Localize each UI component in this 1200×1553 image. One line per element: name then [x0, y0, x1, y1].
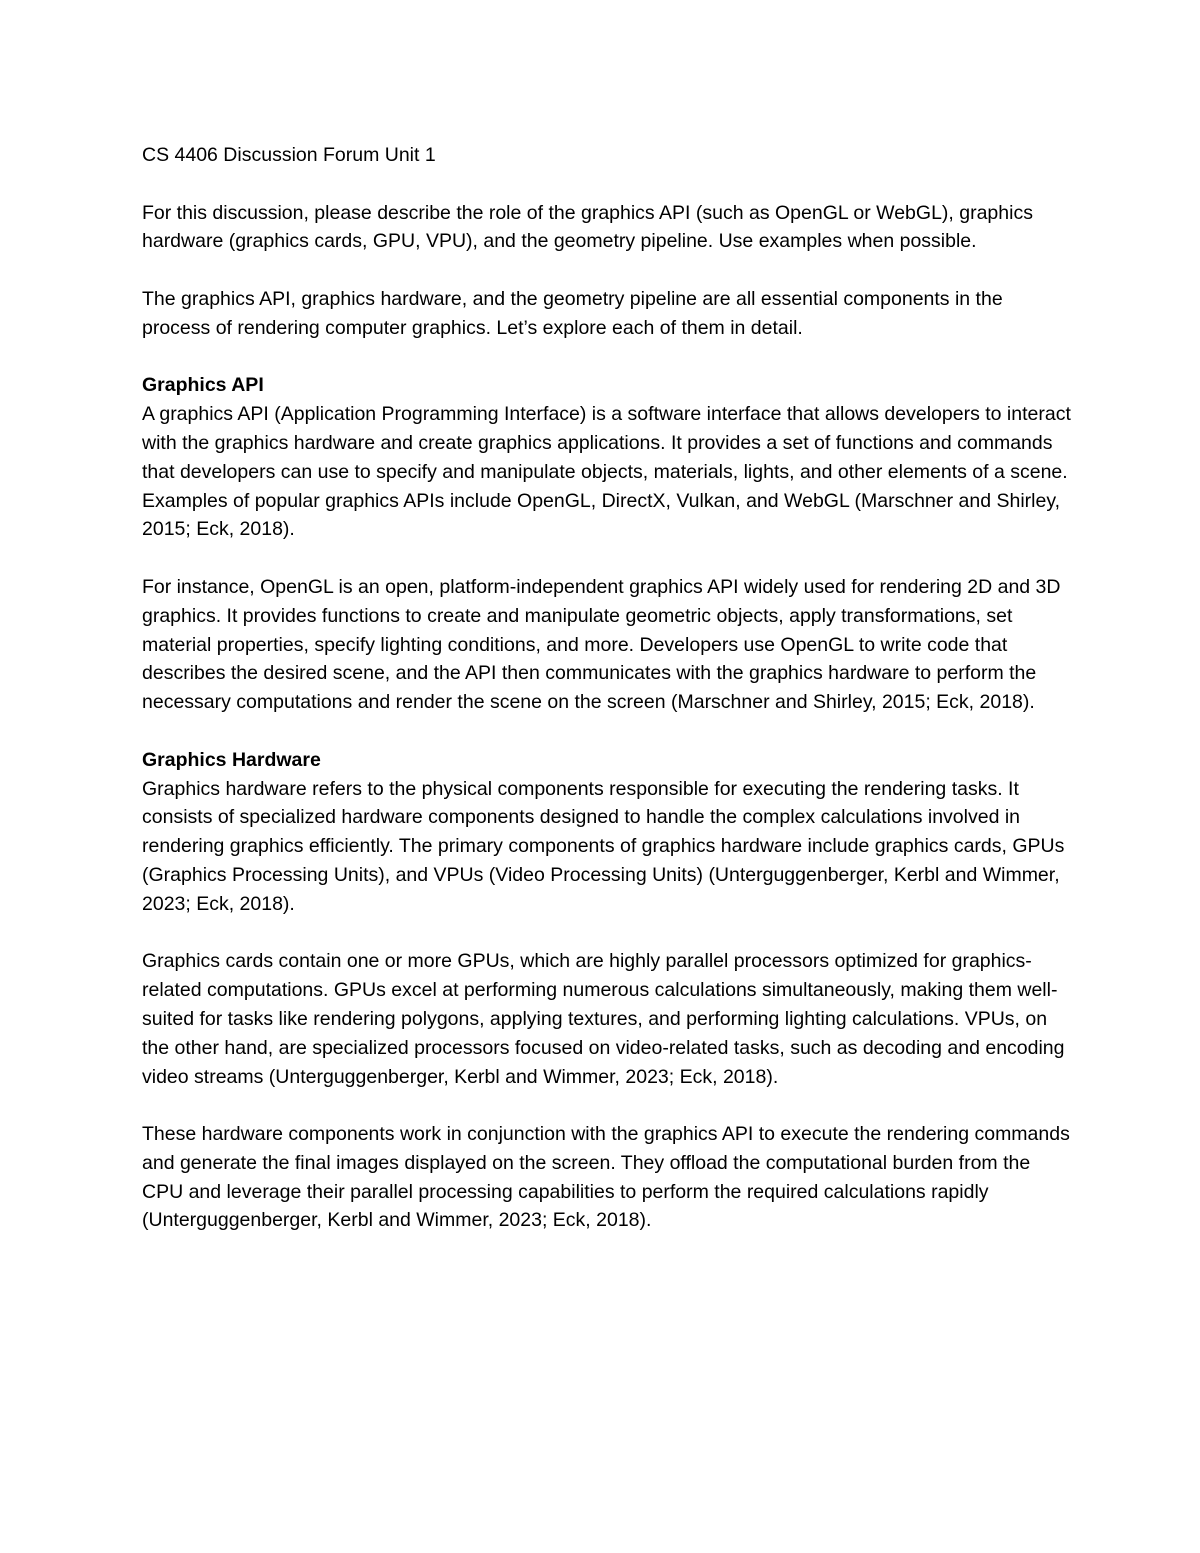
body-paragraph: For instance, OpenGL is an open, platform-independent graphics API widely used for rendering 2D and 3D graphics. It provides functions to create and manipulate geometric objects, apply transformations, set material properties, specify lighting conditions, and more. Developers use OpenGL to write code that describes the desired scene, and the API then communicates with the graphics hardware to perform the necessary computations and render the scene on the screen (Marschner and Shirley, 2015; Eck, 2018). [142, 575, 1061, 714]
document-body [142, 141, 1072, 1264]
body-paragraph: Graphics cards contain one or more GPUs, which are highly parallel processors optimized for graphics-related computations. GPUs excel at performing numerous calculations simultaneously, making them well-suited for tasks like rendering polygons, applying textures, and performing lighting calculations. VPUs, on the other hand, are specialized processors focused on video-related tasks, such as decoding and encoding video streams (Unterguggenberger, Kerbl and Wimmer, 2023; Eck, 2018). [142, 950, 1065, 1088]
document-title: CS 4406 Discussion Forum Unit 1 [142, 144, 436, 166]
body-paragraph: A graphics API (Application Programming Interface) is a software interface that allows developers to interact with the graphics hardware and create graphics applications. It provides a set of functions and commands that developers can use to specify and manipulate objects, materials, lights, and other elements of a scene. Examples of popular graphics APIs include OpenGL, DirectX, Vulkan, and WebGL (Marschner and Shirley, 2015; Eck, 2018). [142, 403, 1071, 541]
section-graphics-api [142, 371, 1072, 544]
section-heading: Graphics Hardware [142, 748, 321, 771]
section-graphics-hardware [142, 746, 1072, 919]
body-paragraph: Graphics hardware refers to the physical components responsible for executing the rendering tasks. It consists of specialized hardware components designed to handle the complex calculations involved in rendering graphics efficiently. The primary components of graphics hardware include graphics cards, GPUs (Graphics Processing Units), and VPUs (Video Processing Units) (Unterguggenberger, Kerbl and Wimmer, 2023; Eck, 2018). [142, 777, 1065, 915]
body-paragraph: These hardware components work in conjunction with the graphics API to execute the rendering commands and generate the final images displayed on the screen. They offload the computational burden from the CPU and leverage their parallel processing capabilities to perform the required calculations rapidly (Unterguggenberger, Kerbl and Wimmer, 2023; Eck, 2018). [142, 1123, 1070, 1232]
discussion-prompt: For this discussion, please describe the role of the graphics API (such as OpenGL or WebGL), graphics hardware (graphics cards, GPU, VPU), and the geometry pipeline. Use examples when possible. [142, 201, 1033, 253]
section-heading: Graphics API [142, 374, 264, 397]
intro-paragraph: The graphics API, graphics hardware, and the geometry pipeline are all essential components in the process of rendering computer graphics. Let’s explore each of them in detail. [142, 287, 1003, 339]
